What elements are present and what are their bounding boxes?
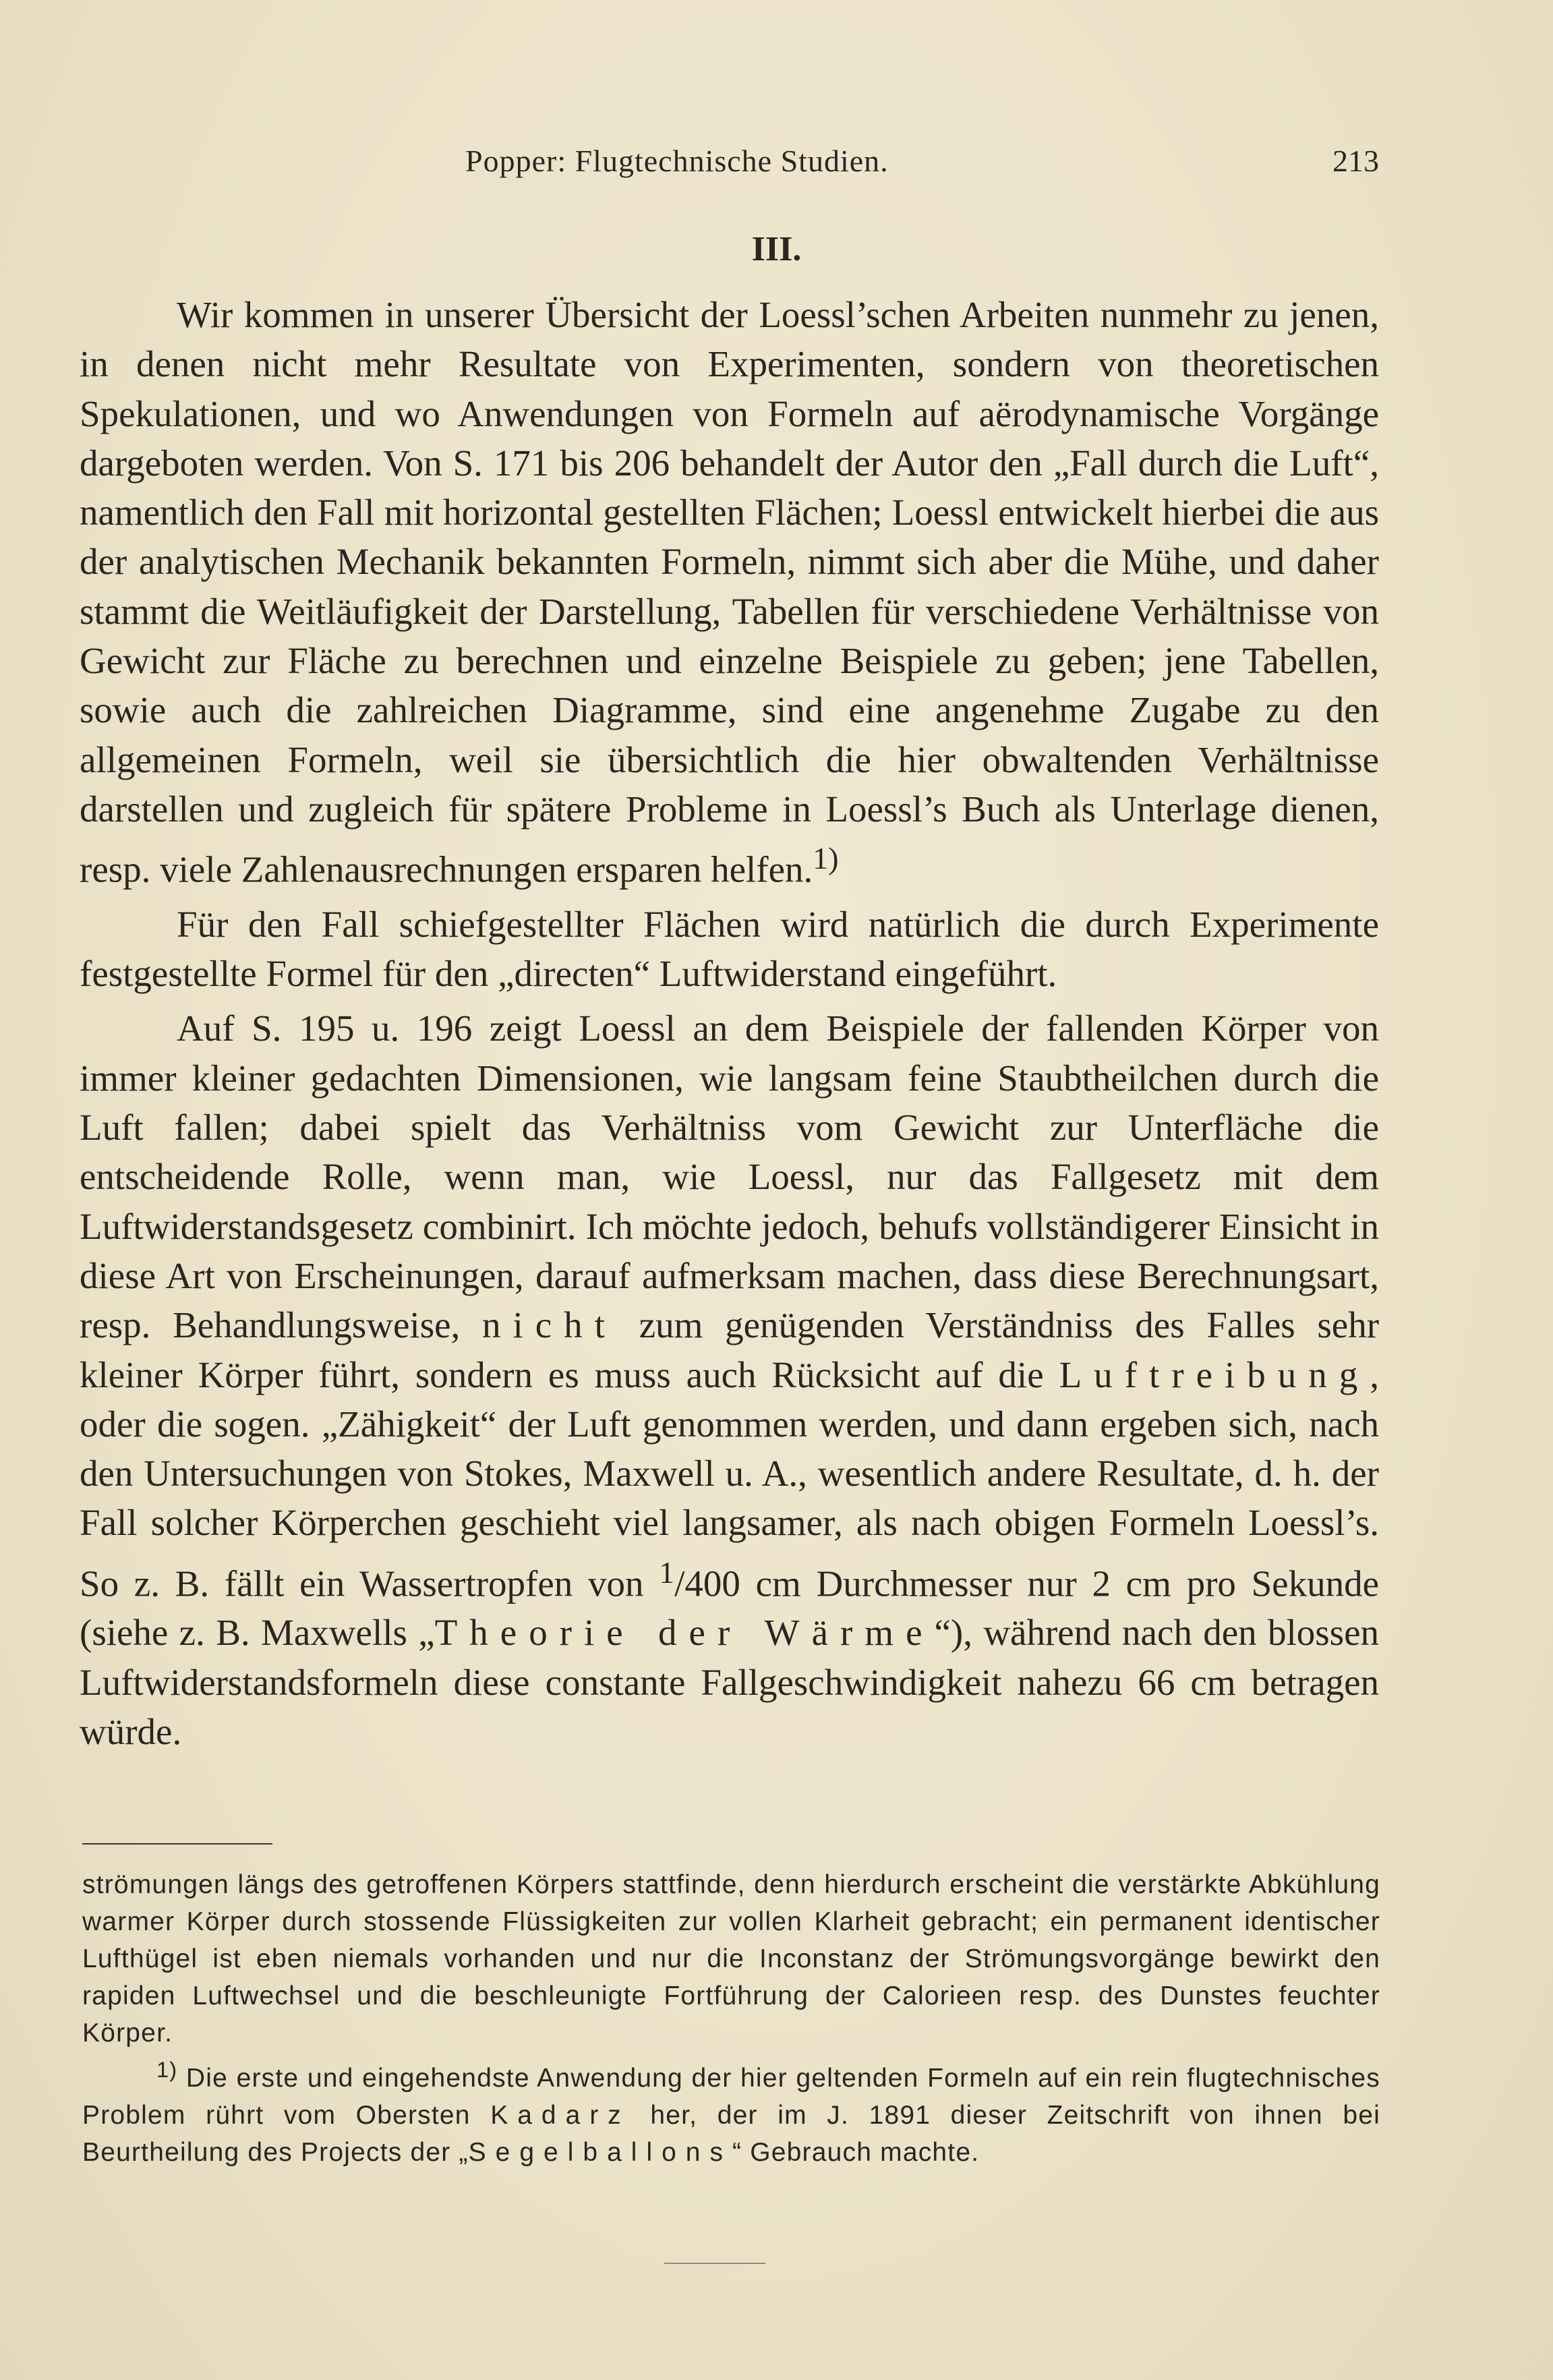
footnote-1-marker: 1) [156, 2058, 178, 2082]
emphasis-nicht: nicht [481, 1304, 617, 1346]
footnote-reference: 1) [813, 841, 839, 876]
page-number: 213 [1332, 144, 1379, 178]
main-text [80, 290, 1379, 1756]
section-heading: III. [751, 230, 802, 268]
bottom-rule [664, 2263, 765, 2264]
footnote-divider [82, 1843, 272, 1845]
paragraph-3-text-a: Auf S. 195 u. 196 zeigt Loessl an dem Beispiele der fallenden Körper von immer kleiner gedachten Dimensionen, wie langsam feine Staubtheilchen durch die Luft fallen; dabei spielt das Verhältniss vom Gewicht zur Unterfläche die entscheidende Rolle, wenn man, wie Loessl, nur das Fallgesetz mit dem Luftwiderstandsgesetz combinirt. Ich möchte jedoch, behufs vollständigerer Einsicht in diese Art von Erscheinungen, darauf aufmerksam machen, dass diese Berechnungsart, resp. Behandlungsweise, [80, 1008, 1379, 1346]
fraction-numerator: 1 [659, 1555, 675, 1590]
emphasis-luftreibung: Luftreibung [1059, 1354, 1370, 1395]
footnotes [82, 1866, 1380, 2171]
fraction-denominator: /400 [674, 1563, 740, 1604]
running-title: Popper: Flugtechnische Studien. [465, 144, 889, 178]
paragraph-1-text: Wir kommen in unserer Übersicht der Loessl’schen Arbeiten nunmehr zu jenen, in denen nicht mehr Resultate von Experimenten, sondern von theoretischen Spekulationen, und wo Anwendungen von Formeln auf aërodynamische Vorgänge dargeboten werden. Von S. 171 bis 206 behandelt der Autor den „Fall durch die Luft“, namentlich den Fall mit horizontal gestellten Flächen; Loessl entwickelt hierbei die aus der analytischen Mechanik bekannten Formeln, nimmt sich aber die Mühe, und daher stammt die Weitläufigkeit der Darstellung, Tabellen für verschiedene Verhältnisse von Gewicht zur Fläche zu berechnen und einzelne Beispiele zu geben; jene Tabellen, sowie auch die zahlreichen Diagramme, sind eine angenehme Zugabe zu den allgemeinen Formeln, weil sie übersichtlich die hier obwaltenden Verhältnisse darstellen und zugleich für spätere Probleme in Loessl’s Buch als Unterlage dienen, resp. viele Zahlenausrechnungen ersparen helfen. [80, 294, 1379, 890]
footnote-continuation: strömungen längs des getroffenen Körpers stattfinde, denn hierdurch erscheint die verstärkte Abkühlung warmer Körper durch stossende Flüssigkeiten zur vollen Klarheit gebracht; ein permanent identischer Lufthügel ist eben niemals vorhanden und nur die Inconstanz der Strömungsvorgänge bewirkt den rapiden Luftwechsel und die beschleunigte Fortführung der Calorieen resp. des Dunstes feuchter Körper. [82, 1870, 1380, 2048]
paragraph-1 [80, 290, 1379, 894]
running-header [81, 143, 1379, 183]
footnote-1 [82, 2052, 1380, 2171]
footnote-1-name: Kadarz [490, 2101, 631, 2130]
footnote-1-emphasis: Segelballons [468, 2138, 732, 2167]
footnote-1-text-a: Die erste und eingehendste Anwendung der hier geltenden Formeln auf ein rein flugtechnisches Problem rührt vom Obersten [82, 2064, 1380, 2130]
paragraph-3-text-e: “), während nach den blossen Luftwiderstandsformeln diese constante Fallgeschwindigkeit nahezu 66 cm betragen würde. [80, 1612, 1379, 1752]
footnote-1-text-b: her, der im J. 1891 dieser Zeitschrift von ihnen bei Beurtheilung des Projects der „ [82, 2101, 1380, 2167]
paragraph-2: Für den Fall schiefgestellter Flächen wird natürlich die durch Experimente festgestellte Formel für den „directen“ Luftwiderstand eingeführt. [80, 903, 1379, 995]
paragraph-3-text-c: , oder die sogen. „Zähigkeit“ der Luft genommen werden, und dann ergeben sich, nach den Untersuchungen von Stokes, Maxwell u. A., wesentlich andere Resultate, d. h. der Fall solcher Körperchen geschieht viel langsamer, als nach obigen Formeln Loessl’s. So z. B. fällt ein Wassertropfen von [80, 1354, 1380, 1604]
paragraph-3 [80, 1004, 1379, 1756]
emphasis-theorie-der-waerme: Theorie der Wärme [434, 1612, 935, 1654]
paragraph-3-text-b: zum genügenden Verständniss des Falles sehr kleiner Körper führt, sondern es muss auch Rücksicht auf die [80, 1304, 1380, 1395]
footnote-1-text-c: “ Gebrauch machte. [732, 2138, 980, 2167]
paragraph-3-text-d: cm Durchmesser nur 2 cm pro Sekunde (siehe z. B. Maxwells „ [80, 1563, 1380, 1654]
